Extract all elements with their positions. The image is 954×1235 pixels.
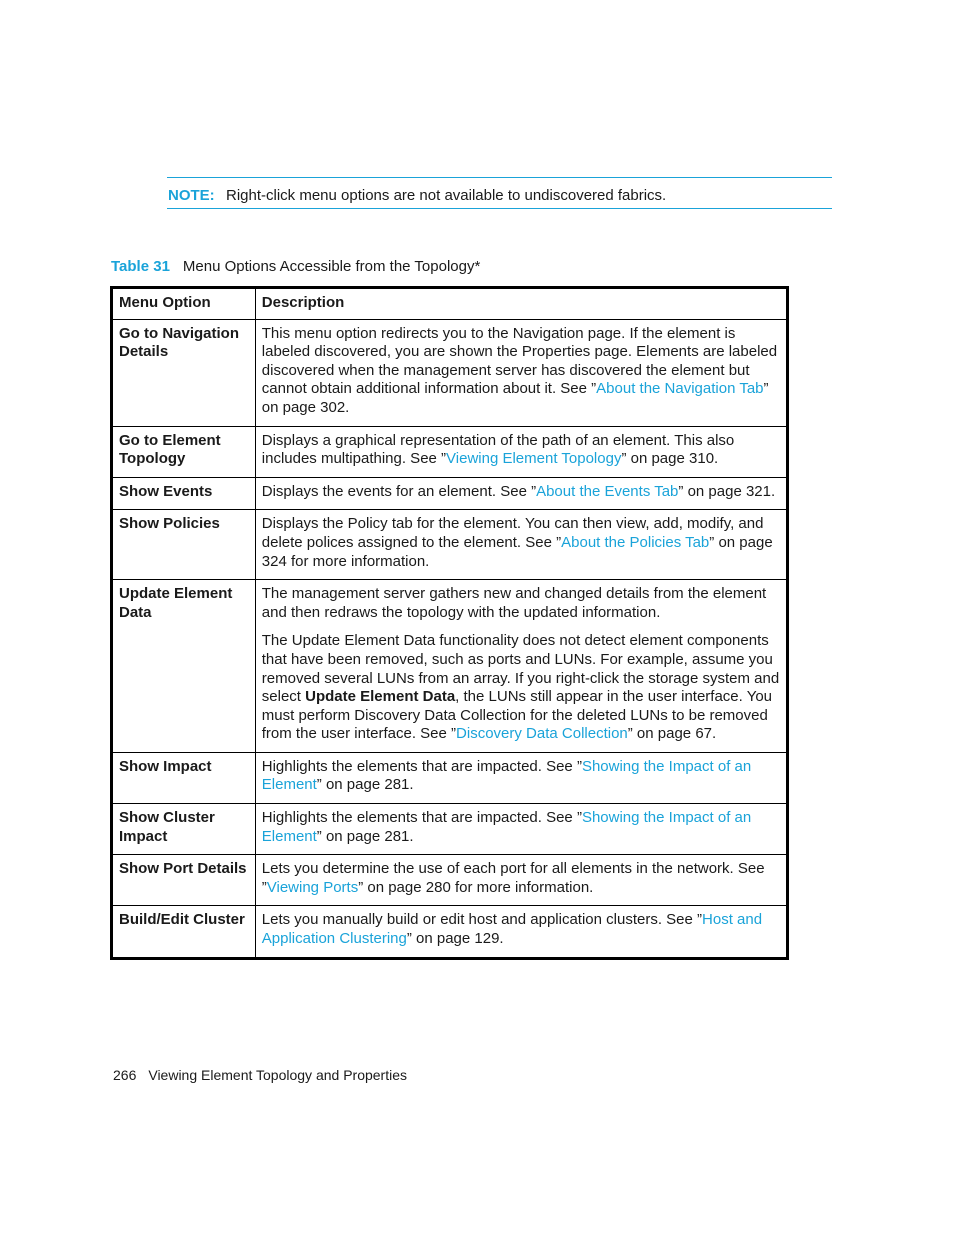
description-text: Lets you determine the use of each port for all elements in the network. See ” <box>261 860 765 896</box>
description-text: ” on page 324 for more information. <box>261 533 773 570</box>
menu-option-cell: Go to Navigation Details <box>112 319 256 426</box>
description-cell <box>255 906 787 958</box>
menu-option-cell: Show Policies <box>112 510 256 580</box>
description-text: , the LUNs still appear in the user interface. You must perform Discovery Data Collection for the deleted LUNs to be removed from the user interface. See ” <box>261 688 773 743</box>
bold-command-text: Update Element Data <box>305 688 456 706</box>
description-text: Displays the Policy tab for the element. You can then view, add, modify, and delete polices assigned to the element. See ” <box>261 515 764 551</box>
table-row <box>112 426 788 477</box>
note-box <box>167 177 832 209</box>
table-header-row <box>112 288 788 320</box>
cross-reference-link[interactable]: Viewing Ports <box>266 878 359 896</box>
description-text: Highlights the elements that are impacted. See ” <box>261 757 582 775</box>
menu-options-table <box>110 286 789 960</box>
cross-reference-link[interactable]: Host and Application Clustering <box>261 911 763 948</box>
table-row <box>112 580 788 753</box>
description-cell <box>255 477 787 510</box>
cross-reference-link[interactable]: About the Policies Tab <box>561 533 710 551</box>
note-text: Right-click menu options are not available to undiscovered fabrics. <box>226 187 667 204</box>
description-cell <box>255 752 787 803</box>
table-number: Table 31 <box>111 258 170 275</box>
description-text: Highlights the elements that are impacted. See ” <box>261 809 582 827</box>
description-paragraph: The management server gathers new and changed details from the element and then redraws the topology with the updated information. <box>261 585 767 621</box>
description-cell <box>255 804 787 855</box>
menu-option-cell: Build/Edit Cluster <box>112 906 256 958</box>
column-header-description: Description <box>255 288 787 320</box>
cross-reference-link[interactable]: Showing the Impact of an Element <box>261 757 752 794</box>
table-row <box>112 477 788 510</box>
description-text: Displays a graphical representation of the path of an element. This also includes multipathing. See ” <box>261 431 735 468</box>
cross-reference-link[interactable]: About the Events Tab <box>536 482 679 500</box>
description-text: ” on page 281. <box>316 827 414 845</box>
description-text: ” on page 281. <box>316 776 414 794</box>
description-text: ” on page 129. <box>406 930 504 948</box>
description-cell <box>255 319 787 426</box>
cross-reference-link[interactable]: Showing the Impact of an Element <box>261 809 752 845</box>
description-cell <box>255 855 787 906</box>
table-row <box>112 752 788 803</box>
description-text: Lets you manually build or edit host and application clusters. See ” <box>261 911 703 929</box>
description-text: The Update Element Data functionality does not detect element components that have been removed, such as ports and LUNs. For example, assume you removed several LUNs from an array. If you right-click the storage system and select <box>261 632 780 706</box>
description-text: ” on page 302. <box>261 380 769 416</box>
menu-option-cell: Show Impact <box>112 752 256 803</box>
description-text: ” on page 310. <box>621 450 719 468</box>
description-text: This menu option redirects you to the Navigation page. If the element is labeled discovered, you are shown the Properties page. Elements are labeled discovered when the management server has discovered the element but cannot obtain additional information about it. See ” <box>261 324 778 398</box>
cross-reference-link[interactable]: Viewing Element Topology <box>446 450 622 468</box>
menu-option-cell: Update Element Data <box>112 580 256 753</box>
cross-reference-link[interactable]: Discovery Data Collection <box>456 725 628 743</box>
menu-option-cell: Show Port Details <box>112 855 256 906</box>
menu-option-cell: Go to Element Topology <box>112 426 256 477</box>
description-cell <box>255 426 787 477</box>
footer-section-title: Viewing Element Topology and Properties <box>148 1067 408 1083</box>
menu-option-cell: Show Cluster Impact <box>112 804 256 855</box>
table-caption <box>111 258 480 275</box>
table-row <box>112 804 788 855</box>
table-row <box>112 855 788 906</box>
cross-reference-link[interactable]: About the Navigation Tab <box>596 380 764 398</box>
column-header-menu-option: Menu Option <box>112 288 256 320</box>
description-text: ” on page 67. <box>627 725 717 743</box>
note-label: NOTE: <box>168 187 215 204</box>
table-title: Menu Options Accessible from the Topology* <box>182 258 481 275</box>
description-cell <box>255 580 787 753</box>
page-footer <box>113 1067 407 1083</box>
description-text: ” on page 321. <box>678 482 776 500</box>
table-row <box>112 319 788 426</box>
description-text: ” on page 280 for more information. <box>358 878 594 896</box>
menu-option-cell: Show Events <box>112 477 256 510</box>
description-text: Displays the events for an element. See ” <box>261 482 537 500</box>
description-paragraph <box>262 632 780 744</box>
table-row <box>112 906 788 958</box>
description-cell <box>255 510 787 580</box>
page-number: 266 <box>113 1067 137 1083</box>
table-row <box>112 510 788 580</box>
